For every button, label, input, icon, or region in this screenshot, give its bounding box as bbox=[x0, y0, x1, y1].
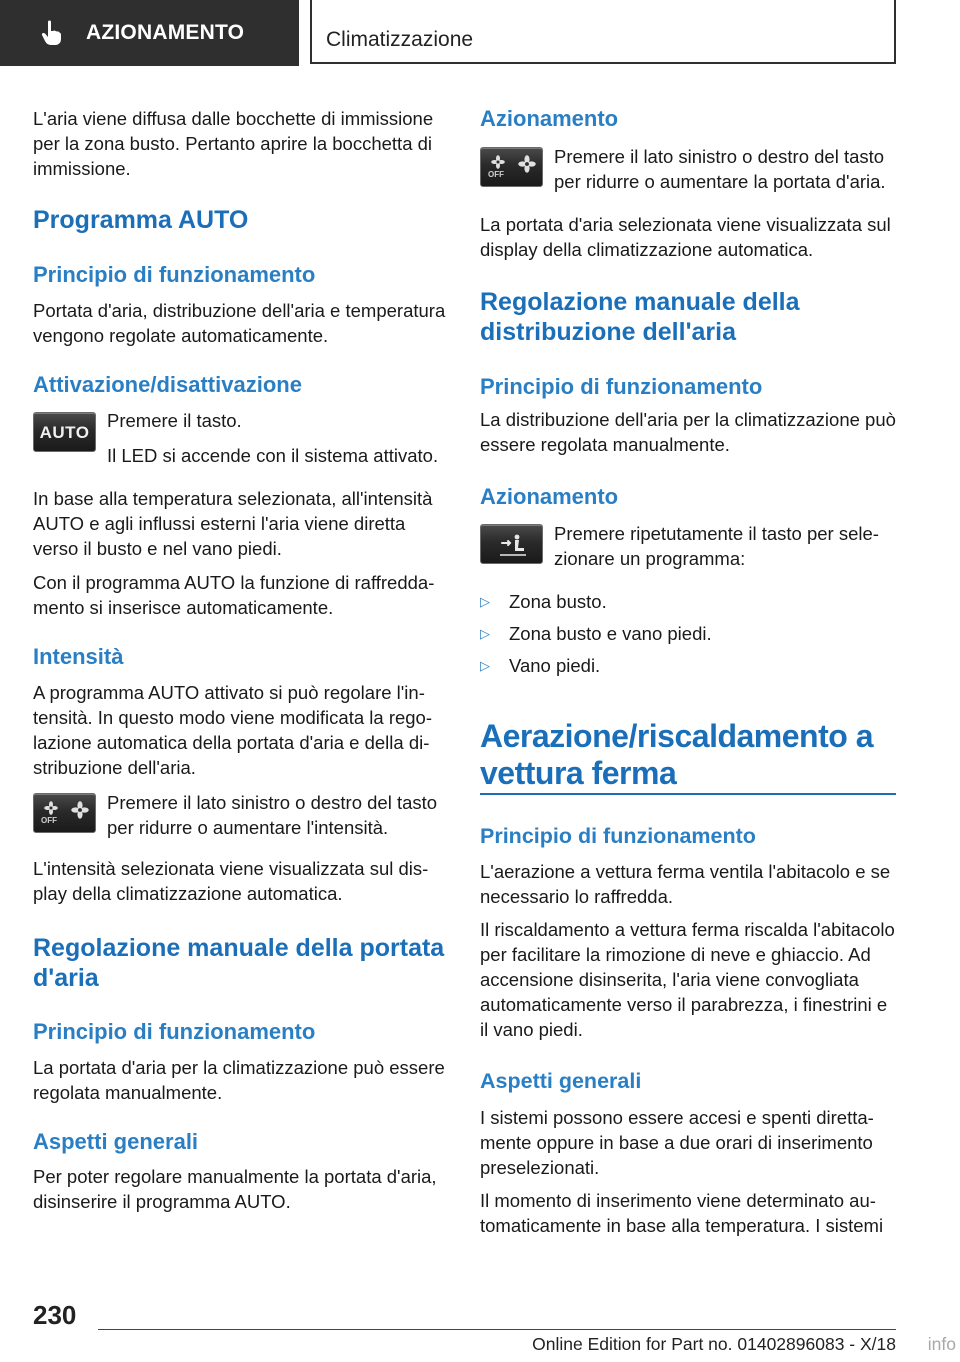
seat-airflow-icon bbox=[498, 531, 528, 564]
air-distribution-button-image bbox=[480, 524, 543, 564]
paragraph-momento: Il momento di inserimento viene determinato automaticamente in base alla temperatura. I sistemi bbox=[480, 1190, 884, 1236]
triangle-bullet-icon: ▷ bbox=[480, 594, 490, 609]
paragraph-raffreddamento: Con il programma AUTO la funzione di raffreddamento si inserisce automaticamente. bbox=[33, 572, 435, 618]
heading-regolazione-portata: Regolazione manuale della portata d'aria bbox=[33, 934, 445, 992]
heading-aspetti-generali-2: Aspetti generali bbox=[480, 1069, 642, 1093]
heading-aerazione-riscaldamento: Aerazione/riscaldamento a vettura ferma bbox=[480, 718, 873, 791]
fan-large-icon bbox=[518, 155, 536, 178]
heading-azionamento: Azionamento bbox=[480, 106, 619, 131]
section-title: AZIONAMENTO bbox=[86, 21, 245, 44]
paragraph-riscaldamento: Il riscaldamento a vettura ferma riscalda l'abitacolo per facilitare la rimozione di neve e ghiaccio. Ad accensione disinserita, l'aria viene convogliata automaticamente verso il parabrezza, i finestrini e il vano piedi. bbox=[480, 919, 895, 1040]
paragraph-base-temperatura: In base alla temperatura selezionata, all'intensità AUTO e agli influssi esterni l'aria viene diretta verso il busto e nel vano piedi. bbox=[33, 488, 433, 559]
fan-large-icon bbox=[71, 801, 89, 824]
intro-paragraph: L'aria viene diffusa dalle bocchette di immissione per la zona busto. Pertanto aprire la bocchetta di immissione. bbox=[33, 108, 434, 179]
triangle-bullet-icon: ▷ bbox=[480, 658, 490, 673]
heading-intensita: Intensità bbox=[33, 644, 124, 669]
fan-button-image-2 bbox=[480, 147, 543, 187]
fan-button-off-label: OFF bbox=[488, 170, 504, 179]
paragraph-principio-distribuzione: La distribuzione dell'aria per la climatizzazione può essere regolata manualmente. bbox=[480, 409, 896, 455]
fan-button-off-label: OFF bbox=[41, 816, 57, 825]
paragraph-premere-tasto: Premere il tasto. bbox=[107, 410, 242, 431]
chapter-title: Climatizzazione bbox=[326, 28, 474, 51]
heading-principio-funzionamento-2: Principio di funzionamento bbox=[33, 1019, 316, 1044]
page-number: 230 bbox=[33, 1300, 77, 1330]
paragraph-aerazione: L'aerazione a vettura ferma ventila l'abitacolo e se necessario lo raffredda. bbox=[480, 861, 891, 907]
watermark: info bbox=[927, 1334, 956, 1354]
paragraph-intensita: A programma AUTO attivato si può regolare l'intensità. In questo modo viene modificata la regolazione automatica della portata d'aria e della distribuzione dell'aria. bbox=[33, 682, 433, 778]
heading-aspetti-generali: Aspetti generali bbox=[33, 1129, 199, 1154]
hand-pointer-icon bbox=[38, 20, 64, 46]
heading-programma-auto: Programma AUTO bbox=[33, 206, 249, 234]
paragraph-premere-ripetutamente: Premere ripetutamente il tasto per selezionare un programma: bbox=[554, 523, 879, 569]
auto-button-image bbox=[33, 412, 96, 452]
paragraph-sistemi: I sistemi possono essere accesi e spenti direttamente oppure in base a due orari di inserimento preselezionati. bbox=[480, 1107, 874, 1178]
paragraph-premere-lato-intensita: Premere il lato sinistro o destro del tasto per ridurre o aumentare l'intensità. bbox=[107, 792, 438, 838]
paragraph-aspetti: Per poter regolare manualmente la portata d'aria, disinserire il programma AUTO. bbox=[33, 1166, 437, 1212]
paragraph-principio: Portata d'aria, distribuzione dell'aria e temperatura vengono regolate automaticamente. bbox=[33, 300, 446, 346]
footer-edition: Online Edition for Part no. 01402896083 - X/18 bbox=[532, 1334, 896, 1354]
heading-azionamento-2: Azionamento bbox=[480, 484, 619, 509]
chapter-header bbox=[310, 0, 896, 64]
heading-principio-funzionamento-3: Principio di funzionamento bbox=[480, 374, 763, 399]
paragraph-led: Il LED si accende con il sistema attivato. bbox=[107, 445, 439, 466]
auto-button-label: AUTO bbox=[39, 423, 90, 442]
fan-button-image bbox=[33, 793, 96, 833]
heading-principio-funzionamento: Principio di funzionamento bbox=[33, 262, 316, 287]
list-item-text: Zona busto. bbox=[509, 591, 607, 612]
section-tab bbox=[0, 0, 299, 66]
footer-divider bbox=[98, 1329, 896, 1330]
list-item-text: Zona busto e vano piedi. bbox=[509, 623, 712, 644]
heading-principio-funzionamento-4: Principio di funzionamento bbox=[480, 824, 756, 848]
heading-regolazione-distribuzione: Regolazione manuale della distribuzione dell'aria bbox=[480, 288, 800, 346]
paragraph-intensita-selezionata: L'intensità selezionata viene visualizzata sul display della climatizzazione automatica. bbox=[33, 858, 429, 904]
paragraph-portata-selezionata: La portata d'aria selezionata viene visualizzata sul display della climatizzazione automatica. bbox=[480, 214, 891, 260]
paragraph-premere-lato-portata: Premere il lato sinistro o destro del tasto per ridurre o aumentare la portata d'aria. bbox=[554, 146, 886, 192]
paragraph-principio-2: La portata d'aria per la climatizzazione può essere regolata manualmente. bbox=[33, 1057, 445, 1103]
triangle-bullet-icon: ▷ bbox=[480, 626, 490, 641]
list-item-text: Vano piedi. bbox=[509, 655, 601, 676]
heading-attivazione: Attivazione/disattivazione bbox=[33, 372, 302, 397]
section-divider bbox=[480, 793, 896, 795]
